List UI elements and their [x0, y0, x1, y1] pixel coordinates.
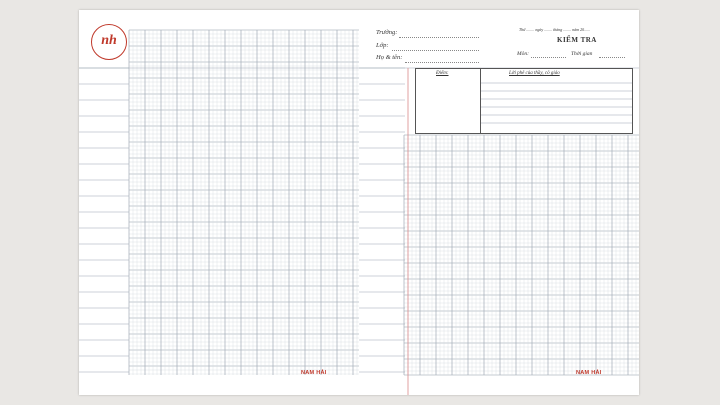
time-field[interactable]	[599, 57, 625, 58]
name-label: Họ & tên:	[376, 54, 403, 61]
left-page-brand-mark: NAM HẢI	[301, 370, 327, 376]
logo-letters: nh	[101, 33, 117, 48]
exam-title: KIỂM TRA	[557, 36, 597, 44]
school-label: Trường:	[376, 29, 398, 36]
right-page-brand-mark: NAM HẢI	[576, 370, 602, 376]
school-field[interactable]	[399, 37, 479, 38]
class-field[interactable]	[392, 50, 479, 51]
time-label: Thời gian	[571, 51, 593, 57]
name-field[interactable]	[405, 62, 479, 63]
subject-label: Môn:	[517, 51, 529, 57]
exam-paper-sheet	[79, 10, 639, 395]
score-box	[415, 68, 633, 134]
subject-field[interactable]	[531, 57, 566, 58]
comment-cell[interactable]	[481, 69, 632, 133]
date-line: Thứ ........ ngày ........ tháng ........ năm 20......	[519, 27, 591, 32]
comment-label: Lời phê của thầy, cô giáo	[509, 71, 560, 76]
class-label: Lớp:	[376, 42, 389, 49]
score-label: Điểm:	[436, 71, 449, 76]
score-cell[interactable]	[416, 69, 481, 133]
publisher-logo	[91, 24, 127, 60]
comment-lines	[481, 69, 632, 133]
